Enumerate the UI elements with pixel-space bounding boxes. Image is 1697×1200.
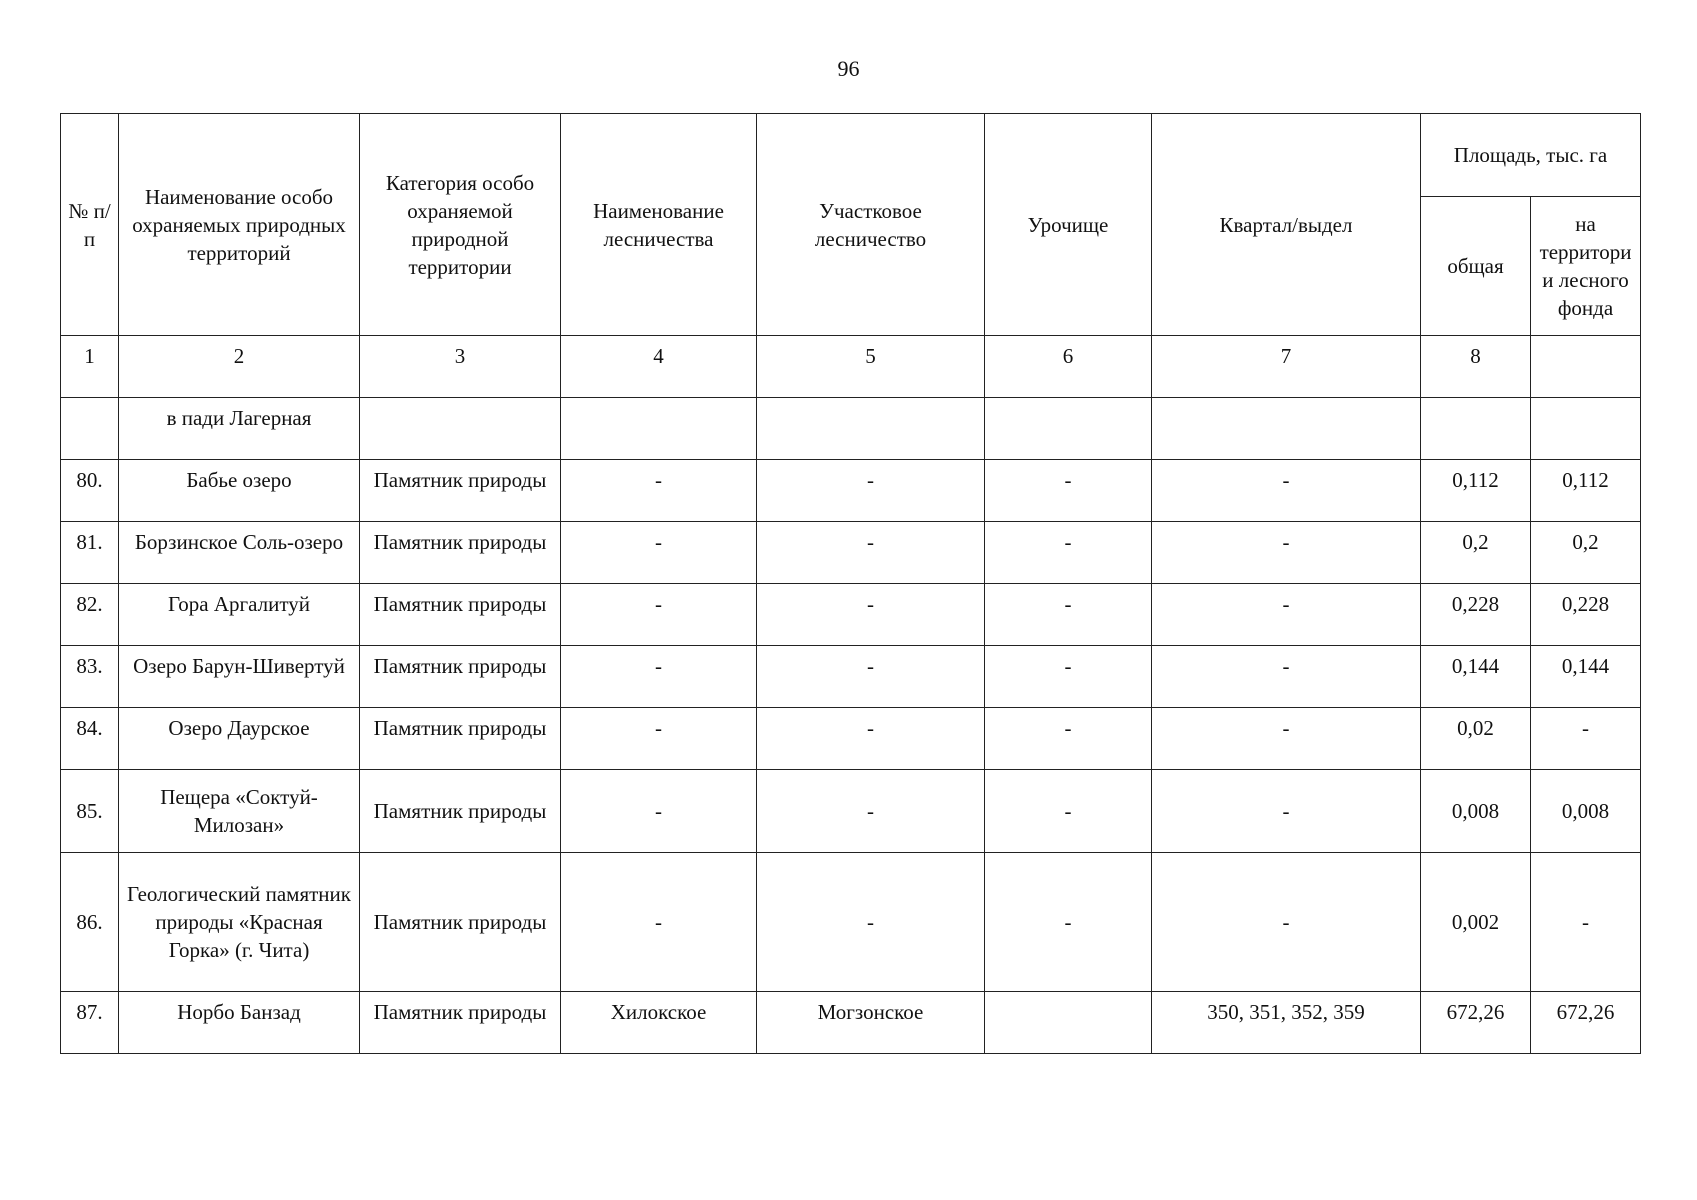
row-area-total: 0,008 xyxy=(1421,770,1531,853)
row-quarter: - xyxy=(1152,770,1421,853)
row-quarter: - xyxy=(1152,584,1421,646)
row-forestry: - xyxy=(561,584,757,646)
table-row xyxy=(61,522,1641,584)
column-number-row xyxy=(61,336,1641,398)
header-area: Площадь, тыс. га xyxy=(1421,114,1641,197)
row-name: Норбо Банзад xyxy=(119,992,360,1054)
row-name: Геологический памятник природы «Красная Горка» (г. Чита) xyxy=(119,853,360,992)
row-tract: - xyxy=(985,853,1152,992)
row-num: 83. xyxy=(61,646,119,708)
table-row xyxy=(61,708,1641,770)
row-forestry: - xyxy=(561,522,757,584)
column-number: 8 xyxy=(1421,336,1531,398)
row-tract: - xyxy=(985,584,1152,646)
row-area-total: 0,2 xyxy=(1421,522,1531,584)
header-num: № п/п xyxy=(61,114,119,336)
row-area-forest: - xyxy=(1531,708,1641,770)
row-tract: - xyxy=(985,708,1152,770)
row-district-forestry: - xyxy=(757,770,985,853)
header-row xyxy=(61,114,1641,197)
row-district-forestry: Могзонское xyxy=(757,992,985,1054)
row-area-forest: 0,008 xyxy=(1531,770,1641,853)
row-district-forestry: - xyxy=(757,853,985,992)
header-area-forest: на территори и лесного фонда xyxy=(1531,197,1641,336)
row-num: 85. xyxy=(61,770,119,853)
row-quarter: - xyxy=(1152,853,1421,992)
column-number: 5 xyxy=(757,336,985,398)
column-number: 6 xyxy=(985,336,1152,398)
header-forestry: Наименование лесничества xyxy=(561,114,757,336)
table-row xyxy=(61,584,1641,646)
column-number: 4 xyxy=(561,336,757,398)
row-area-total: 0,112 xyxy=(1421,460,1531,522)
row-area-forest: 0,2 xyxy=(1531,522,1641,584)
row-forestry: - xyxy=(561,460,757,522)
row-quarter: - xyxy=(1152,708,1421,770)
row-num: 80. xyxy=(61,460,119,522)
protected-areas-table xyxy=(60,113,1641,1054)
row-quarter: - xyxy=(1152,460,1421,522)
row-num: 86. xyxy=(61,853,119,992)
row-area-total: 672,26 xyxy=(1421,992,1531,1054)
table-row xyxy=(61,460,1641,522)
page-number: 96 xyxy=(837,56,860,81)
header-tract: Урочище xyxy=(985,114,1152,336)
row-category: Памятник природы xyxy=(360,708,561,770)
row-tract: - xyxy=(985,460,1152,522)
row-area-forest: - xyxy=(1531,853,1641,992)
row-category: Памятник природы xyxy=(360,584,561,646)
column-number: 7 xyxy=(1152,336,1421,398)
row-num: 84. xyxy=(61,708,119,770)
row-area-total: 0,002 xyxy=(1421,853,1531,992)
header-name: Наименование особо охраняемых природных территорий xyxy=(119,114,360,336)
header-district-forestry: Участковое лесничество xyxy=(757,114,985,336)
row-num: 82. xyxy=(61,584,119,646)
row-category: Памятник природы xyxy=(360,853,561,992)
table-row xyxy=(61,992,1641,1054)
row-district-forestry: - xyxy=(757,522,985,584)
row-tract: - xyxy=(985,646,1152,708)
row-quarter: - xyxy=(1152,646,1421,708)
row-category: Памятник природы xyxy=(360,646,561,708)
table-row xyxy=(61,853,1641,992)
header-category: Категория особо охраняемой природной территории xyxy=(360,114,561,336)
row-forestry: - xyxy=(561,708,757,770)
row-forestry: - xyxy=(561,770,757,853)
row-name: в пади Лагерная xyxy=(119,398,360,460)
column-number: 1 xyxy=(61,336,119,398)
row-name: Гора Аргалитуй xyxy=(119,584,360,646)
row-category: Памятник природы xyxy=(360,770,561,853)
table-row xyxy=(61,646,1641,708)
row-forestry: - xyxy=(561,646,757,708)
row-category: Памятник природы xyxy=(360,460,561,522)
row-area-forest: 0,144 xyxy=(1531,646,1641,708)
row-district-forestry: - xyxy=(757,460,985,522)
row-quarter: - xyxy=(1152,522,1421,584)
row-district-forestry: - xyxy=(757,646,985,708)
row-name: Озеро Даурское xyxy=(119,708,360,770)
row-district-forestry: - xyxy=(757,708,985,770)
row-district-forestry: - xyxy=(757,584,985,646)
row-tract: - xyxy=(985,522,1152,584)
row-num xyxy=(61,398,119,460)
row-category: Памятник природы xyxy=(360,992,561,1054)
row-forestry: - xyxy=(561,853,757,992)
row-forestry: Хилокское xyxy=(561,992,757,1054)
column-number: 2 xyxy=(119,336,360,398)
row-num: 81. xyxy=(61,522,119,584)
row-tract: - xyxy=(985,770,1152,853)
row-name: Пещера «Соктуй-Милозан» xyxy=(119,770,360,853)
row-area-total: 0,144 xyxy=(1421,646,1531,708)
column-number xyxy=(1531,336,1641,398)
row-name: Бабье озеро xyxy=(119,460,360,522)
row-area-forest: 0,112 xyxy=(1531,460,1641,522)
row-area-forest: 672,26 xyxy=(1531,992,1641,1054)
row-num: 87. xyxy=(61,992,119,1054)
row-tract xyxy=(985,992,1152,1054)
row-name: Борзинское Соль-озеро xyxy=(119,522,360,584)
row-area-total: 0,228 xyxy=(1421,584,1531,646)
row-quarter: 350, 351, 352, 359 xyxy=(1152,992,1421,1054)
header-area-total: общая xyxy=(1421,197,1531,336)
continuation-row xyxy=(61,398,1641,460)
row-name: Озеро Барун-Шивертуй xyxy=(119,646,360,708)
column-number: 3 xyxy=(360,336,561,398)
row-area-forest: 0,228 xyxy=(1531,584,1641,646)
row-category: Памятник природы xyxy=(360,522,561,584)
row-area-total: 0,02 xyxy=(1421,708,1531,770)
table-row xyxy=(61,770,1641,853)
header-quarter: Квартал/выдел xyxy=(1152,114,1421,336)
